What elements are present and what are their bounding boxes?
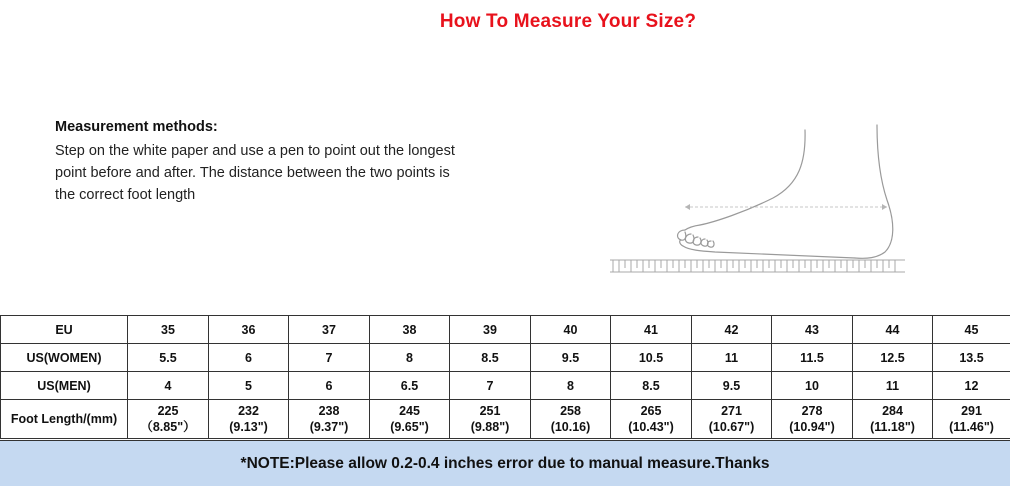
row-label: US(WOMEN) bbox=[1, 344, 128, 372]
method-line: point before and after. The distance between the two points is bbox=[55, 162, 515, 184]
table-cell: 9.5 bbox=[531, 344, 611, 372]
row-label: US(MEN) bbox=[1, 372, 128, 400]
table-cell: 6 bbox=[289, 372, 370, 400]
table-cell: 8 bbox=[531, 372, 611, 400]
table-cell: 40 bbox=[531, 316, 611, 344]
row-label: Foot Length/(mm) bbox=[1, 400, 128, 439]
table-cell bbox=[933, 400, 1010, 439]
table-cell bbox=[531, 400, 611, 439]
row-label: EU bbox=[1, 316, 128, 344]
table-cell: 35 bbox=[128, 316, 209, 344]
table-cell: 10 bbox=[772, 372, 853, 400]
foot-length-mm: 238 bbox=[289, 403, 369, 419]
table-cell: 12 bbox=[933, 372, 1010, 400]
foot-length-mm: 245 bbox=[370, 403, 449, 419]
foot-length-inches: (9.13") bbox=[209, 419, 288, 435]
foot-length-mm: 225 bbox=[128, 403, 208, 419]
table-row bbox=[1, 344, 1010, 372]
foot-length-mm: 232 bbox=[209, 403, 288, 419]
foot-length-mm: 251 bbox=[450, 403, 530, 419]
table-cell: 43 bbox=[772, 316, 853, 344]
foot-length-mm: 265 bbox=[611, 403, 691, 419]
table-cell: 44 bbox=[853, 316, 933, 344]
table-cell: 7 bbox=[289, 344, 370, 372]
table-cell: 4 bbox=[128, 372, 209, 400]
method-description bbox=[55, 140, 515, 206]
table-cell: 13.5 bbox=[933, 344, 1010, 372]
foot-length-inches: （8.85"） bbox=[128, 419, 208, 435]
table-cell: 5 bbox=[209, 372, 289, 400]
table-row bbox=[1, 400, 1010, 439]
note-text: *NOTE:Please allow 0.2-0.4 inches error due to manual measure.Thanks bbox=[241, 455, 770, 473]
table-cell bbox=[611, 400, 692, 439]
method-line: the correct foot length bbox=[55, 184, 515, 206]
table-cell: 12.5 bbox=[853, 344, 933, 372]
table-cell: 11 bbox=[692, 344, 772, 372]
table-cell: 7 bbox=[450, 372, 531, 400]
table-cell: 8.5 bbox=[611, 372, 692, 400]
foot-length-inches: (9.88") bbox=[450, 419, 530, 435]
table-cell: 41 bbox=[611, 316, 692, 344]
table-cell: 39 bbox=[450, 316, 531, 344]
table-cell: 10.5 bbox=[611, 344, 692, 372]
table-row bbox=[1, 316, 1010, 344]
foot-length-mm: 284 bbox=[853, 403, 932, 419]
foot-length-inches: (11.46") bbox=[933, 419, 1010, 435]
table-cell: 6 bbox=[209, 344, 289, 372]
method-line: Step on the white paper and use a pen to point out the longest bbox=[55, 140, 515, 162]
table-cell: 36 bbox=[209, 316, 289, 344]
foot-length-inches: (10.94") bbox=[772, 419, 852, 435]
table-cell: 37 bbox=[289, 316, 370, 344]
foot-length-mm: 278 bbox=[772, 403, 852, 419]
foot-measure-illustration bbox=[605, 122, 905, 282]
foot-length-inches: (10.67") bbox=[692, 419, 771, 435]
table-row bbox=[1, 372, 1010, 400]
foot-length-inches: (10.43") bbox=[611, 419, 691, 435]
table-cell bbox=[692, 400, 772, 439]
foot-length-inches: (11.18") bbox=[853, 419, 932, 435]
table-cell: 38 bbox=[370, 316, 450, 344]
table-cell: 8.5 bbox=[450, 344, 531, 372]
size-chart-table bbox=[0, 315, 1010, 439]
table-cell bbox=[772, 400, 853, 439]
table-cell: 11 bbox=[853, 372, 933, 400]
table-cell: 45 bbox=[933, 316, 1010, 344]
table-cell: 5.5 bbox=[128, 344, 209, 372]
table-cell: 9.5 bbox=[692, 372, 772, 400]
table-cell bbox=[209, 400, 289, 439]
table-cell: 42 bbox=[692, 316, 772, 344]
foot-length-inches: (10.16) bbox=[531, 419, 610, 435]
table-cell: 6.5 bbox=[370, 372, 450, 400]
foot-length-inches: (9.65") bbox=[370, 419, 449, 435]
table-cell bbox=[128, 400, 209, 439]
table-cell bbox=[450, 400, 531, 439]
foot-length-mm: 258 bbox=[531, 403, 610, 419]
table-cell bbox=[370, 400, 450, 439]
foot-length-inches: (9.37") bbox=[289, 419, 369, 435]
foot-length-mm: 291 bbox=[933, 403, 1010, 419]
method-heading: Measurement methods: bbox=[55, 119, 218, 135]
note-bar bbox=[0, 440, 1010, 486]
foot-length-mm: 271 bbox=[692, 403, 771, 419]
table-cell: 8 bbox=[370, 344, 450, 372]
table-cell bbox=[853, 400, 933, 439]
table-cell: 11.5 bbox=[772, 344, 853, 372]
table-cell bbox=[289, 400, 370, 439]
page-title: How To Measure Your Size? bbox=[0, 11, 1010, 33]
